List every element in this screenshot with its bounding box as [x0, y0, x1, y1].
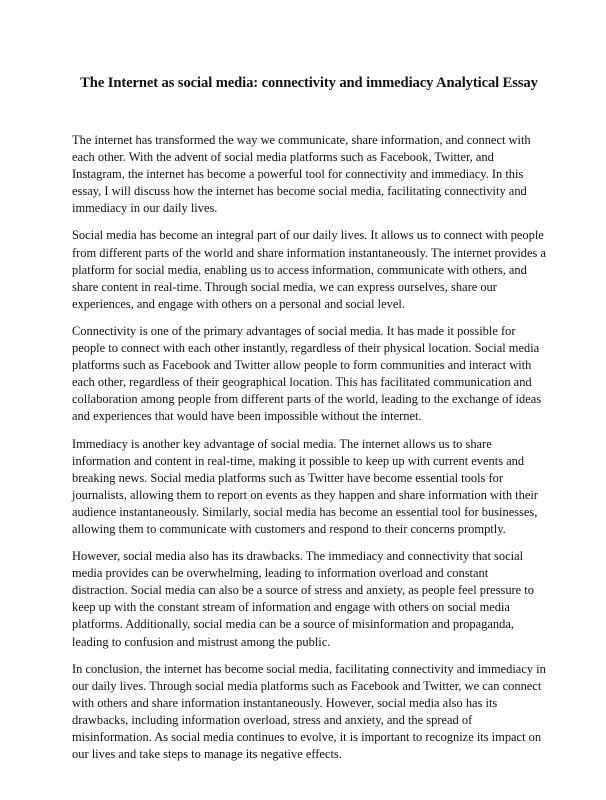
essay-title: The Internet as social media: connectivity and immediacy Analytical Essay — [80, 75, 538, 91]
paragraph-drawbacks: However, social media also has its drawbacks. The immediacy and connectivity that social media provides can be overwhelming, leading to information overload and constant distraction. Social media can also be a source of stress and anxiety, as people feel pressure to keep up with the constant stream of information and engage with others on social media platforms. Additionally, social media can be a source of misinformation and propaganda, leading to confusion and mistrust among the public. — [72, 549, 534, 649]
paragraph-introduction: The internet has transformed the way we communicate, share information, and connect with each other. With the advent of social media platforms such as Facebook, Twitter, and Instagram, the internet has become a powerful tool for connectivity and immediacy. In this essay, I will discuss how the internet has become social media, facilitating connectivity and immediacy in our daily lives. — [72, 133, 531, 216]
essay-body — [72, 132, 546, 763]
paragraph-conclusion: In conclusion, the internet has become social media, facilitating connectivity and immediacy in our daily lives. Through social media platforms such as Facebook and Twitter, we can connect with others and share information instantaneously. However, social media also has its drawbacks, including information overload, stress and anxiety, and the spread of misinformation. As social media continues to evolve, it is important to recognize its impact on our lives and take steps to manage its negative effects. — [72, 661, 546, 762]
paragraph-connectivity: Connectivity is one of the primary advantages of social media. It has made it possible for people to connect with each other instantly, regardless of their physical location. Social media platforms such as Facebook and Twitter allow people to form communities and interact with each other, regardless of their geographical location. This has facilitated communication and collaboration among people from different parts of the world, leading to the exchange of ideas and experiences that would have been impossible without the internet. — [72, 323, 542, 424]
paragraph-social-media: Social media has become an integral part of our daily lives. It allows us to connect with people from different parts of the world and share information instantaneously. The internet provides a platform for social media, enabling us to access information, communicate with others, and share content in real-time. Through social media, we can express ourselves, share our experiences, and engage with others on a personal and social level. — [72, 228, 546, 311]
paragraph-immediacy: Immediacy is another key advantage of social media. The internet allows us to share information and content in real-time, making it possible to keep up with current events and breaking news. Social media platforms such as Twitter have become essential tools for journalists, allowing them to report on events as they happen and share information with their audience instantaneously. Similarly, social media has become an essential tool for businesses, allowing them to communicate with customers and respond to their concerns promptly. — [72, 436, 538, 536]
